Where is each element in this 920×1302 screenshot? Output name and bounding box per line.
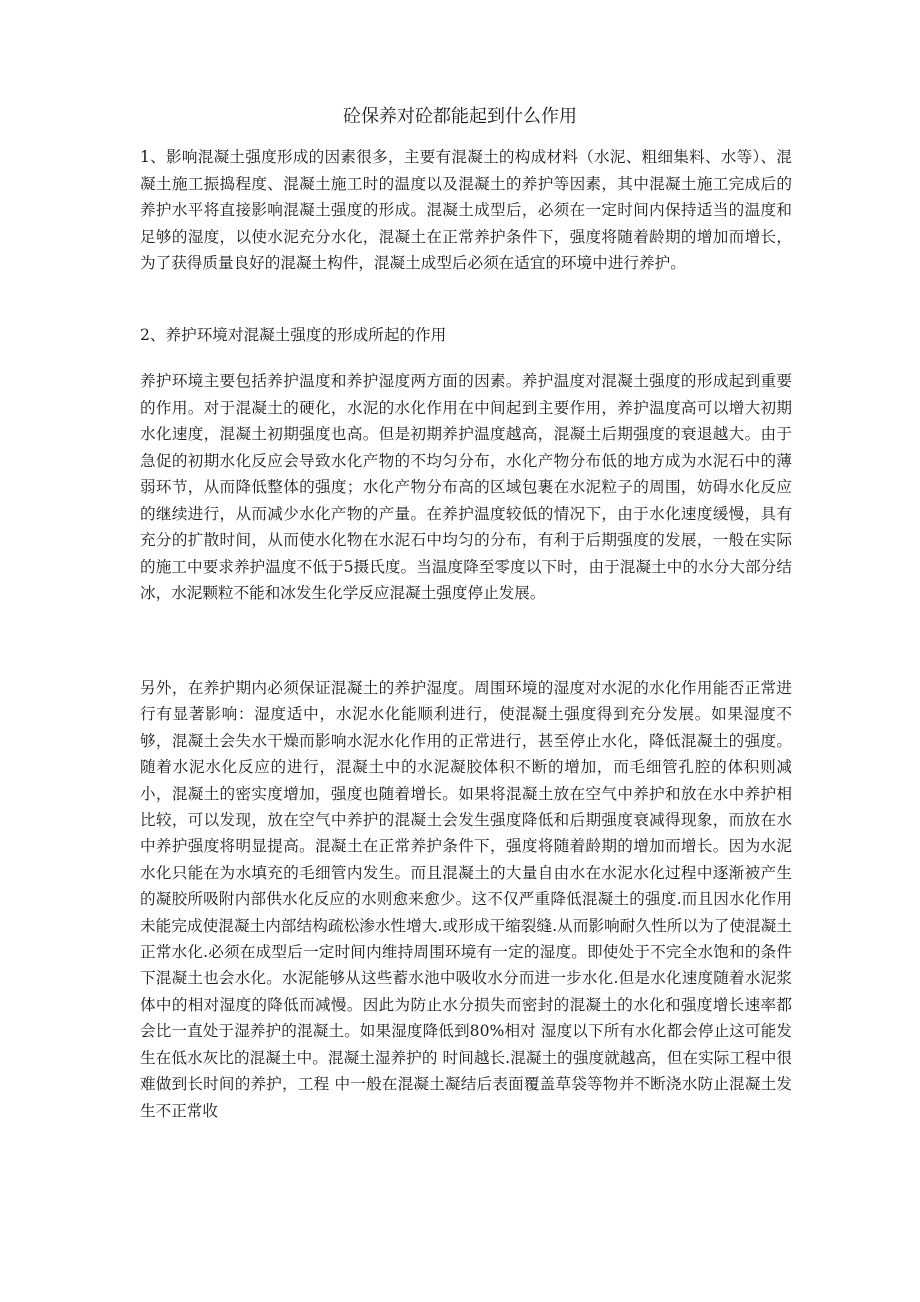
paragraph-curing-temperature: 养护环境主要包括养护温度和养护湿度两方面的因素。养护温度对混凝土强度的形成起到重要的作用。对于混凝土的硬化，水泥的水化作用在中间起到主要作用，养护温度高可以增大初期水化速度，混凝土初期强度也高。但是初期养护温度越高，混凝土后期强度的衰退越大。由于急促的初期水化反应会导致水化产物的不均匀分布，水化产物分布低的地方成为水泥石中的薄弱环节，从而降低整体的强度；水化产物分布高的区域包裹在水泥粒子的周围，妨碍水化反应的继续进行，从而减少水化产物的产量。在养护温度较低的情况下，由于水化速度缓慢，具有充分的扩散时间，从而使水化物在水泥石中均匀的分布，有利于后期强度的发展，一般在实际的施工中要求养护温度不低于5摄氏度。当温度降至零度以下时，由于混凝土中的水分大部分结冰，水泥颗粒不能和冰发生化学反应混凝土强度停止发展。 [140,372,792,602]
section-heading-curing-environment: 2、养护环境对混凝土强度的形成所起的作用 [140,326,447,344]
document-title: 砼保养对砼都能起到什么作用 [343,106,577,127]
paragraph-curing-humidity: 另外，在养护期内必须保证混凝土的养护湿度。周围环境的湿度对水泥的水化作用能否正常进行有显著影响：湿度适中，水泥水化能顺利进行，使混凝土强度得到充分发展。如果湿度不够，混凝土会失水干燥而影响水泥水化作用的正常进行，甚至停止水化，降低混凝土的强度。随着水泥水化反应的进行，混凝土中的水泥凝胶体积不断的增加，而毛细管孔腔的体积则减小，混凝土的密实度增加，强度也随着增长。如果将混凝土放在空气中养护和放在水中养护相比较，可以发现，放在空气中养护的混凝土会发生强度降低和后期强度衰减得现象，而放在水中养护强度将明显提高。混凝土在正常养护条件下，强度将随着龄期的增加而增长。因为水泥水化只能在为水填充的毛细管内发生。而且混凝土的大量自由水在水泥水化过程中逐渐被产生的凝胶所吸附内部供水化反应的水则愈来愈少。这不仅严重降低混凝土的强度.而且因水化作用未能完成使混凝土内部结构疏松渗水性增大.或形成干缩裂缝.从而影响耐久性所以为了使混凝土正常水化.必须在成型后一定时间内维持周围环境有一定的湿度。即使处于不完全水饱和的条件下混凝土也会水化。水泥能够从这些蓄水池中吸收水分而进一步水化.但是水化速度随着水泥浆体中的相对湿度的降低而减慢。因此为防止水分损失而密封的混凝土的水化和强度增长速率都会比一直处于湿养护的混凝土。如果湿度降低到80%相对 湿度以下所有水化都会停止这可能发生在低水灰比的混凝土中。混凝土湿养护的 时间越长.混凝土的强度就越高，但在实际工程中很难做到长时间的养护，工程 中一般在混凝土凝结后表面覆盖草袋等物并不断浇水防止混凝土发生不正常收 [140,679,792,1120]
paragraph-factors: 1、影响混凝土强度形成的因素很多，主要有混凝土的构成材料（水泥、粗细集料、水等）、混凝土施工振捣程度、混凝土施工时的温度以及混凝土的养护等因素，其中混凝土施工完成后的养护水平将直接影响混凝土强度的形成。混凝土成型后，必须在一定时间内保持适当的温度和足够的湿度，以使水泥充分水化，混凝土在正常养护条件下，强度将随着龄期的增加而增长，为了获得质量良好的混凝土构件，混凝土成型后必须在适宜的环境中进行养护。 [140,148,792,272]
